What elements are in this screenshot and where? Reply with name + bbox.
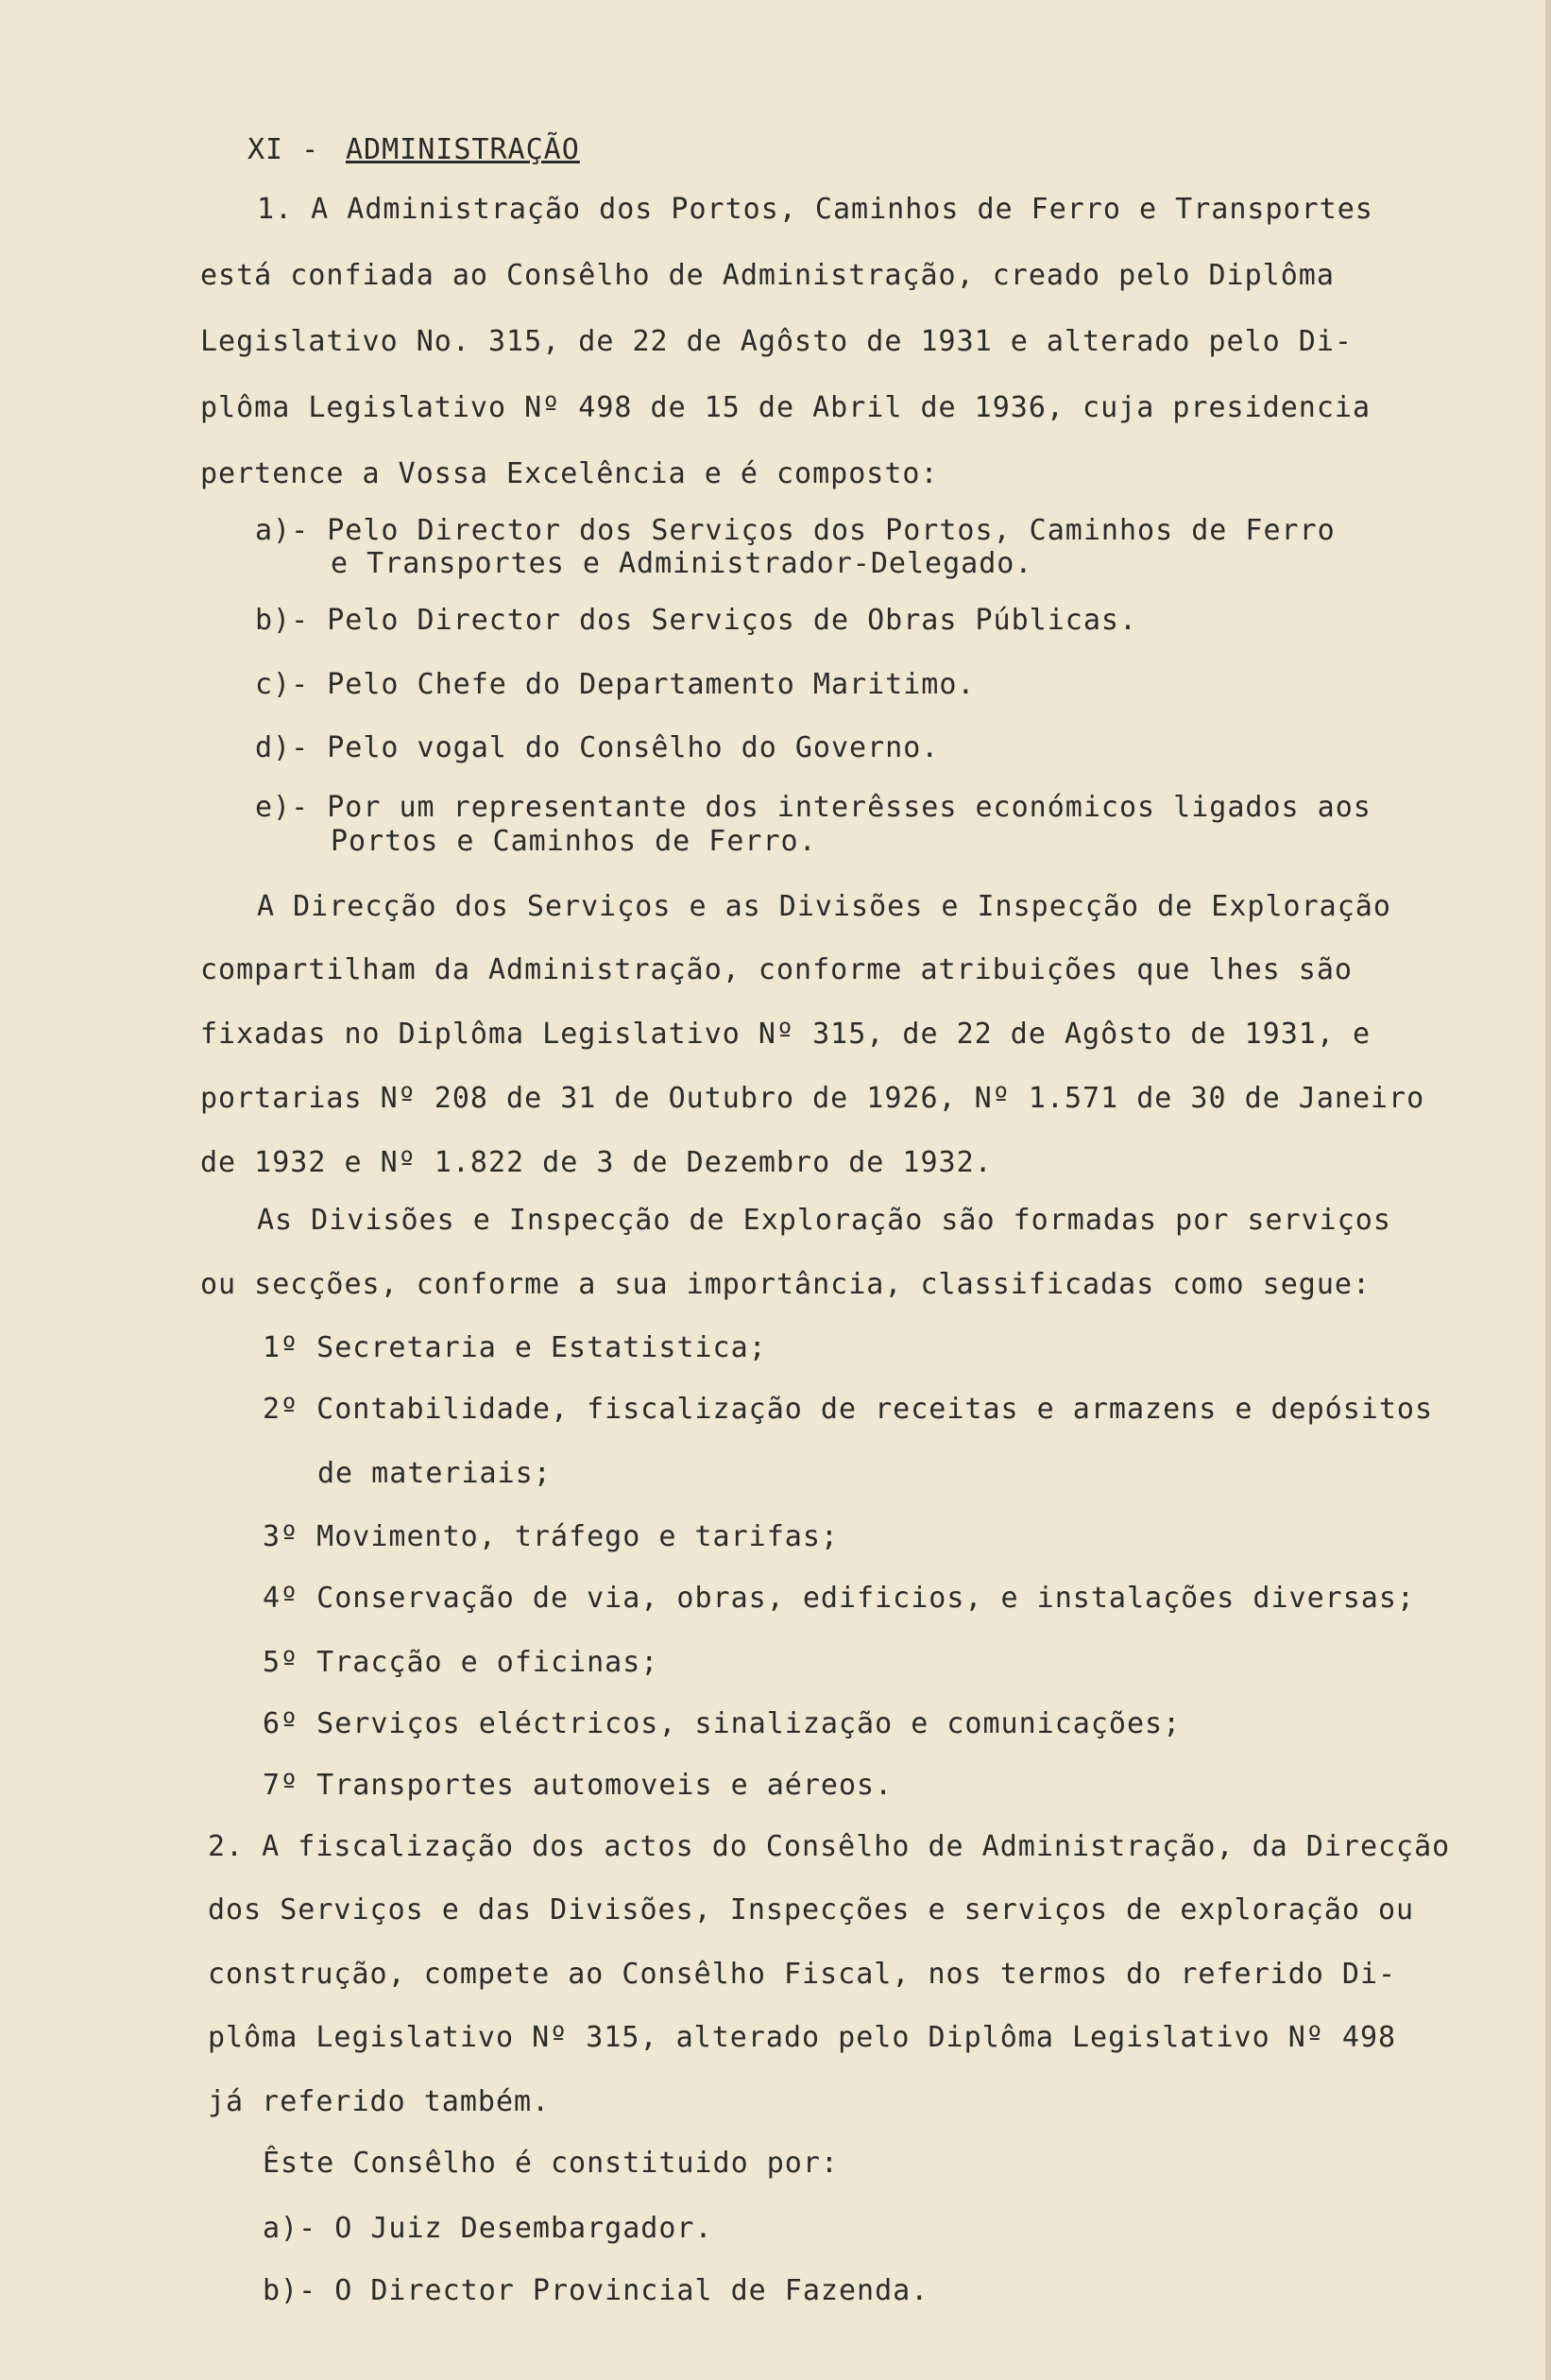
composition-item-d: d)- Pelo vogal do Consêlho do Governo.: [255, 731, 940, 764]
service-item: 7º Transportes automoveis e aéreos.: [263, 1769, 894, 1802]
paragraph-direccao-line: compartilham da Administração, conforme atribuições que lhes são: [200, 953, 1353, 986]
paragraph-direccao-line: A Direcção dos Serviços e as Divisões e Inspecção de Exploração: [257, 890, 1391, 923]
composition-item-e-cont: Portos e Caminhos de Ferro.: [331, 825, 817, 858]
service-item: 2º Contabilidade, fiscalização de receitas e armazens e depósitos: [263, 1393, 1433, 1426]
paragraph-2-line: dos Serviços e das Divisões, Inspecções e serviços de exploração ou: [208, 1893, 1415, 1926]
composition-item-b: b)- Pelo Director dos Serviços de Obras Públicas.: [255, 604, 1138, 637]
service-item: 3º Movimento, tráfego e tarifas;: [263, 1520, 839, 1553]
fiscal-council-item-a: a)- O Juiz Desembargador.: [263, 2212, 713, 2245]
paragraph-2-line: 2. A fiscalização dos actos do Consêlho de Administração, da Direcção: [208, 1830, 1451, 1863]
service-item: 6º Serviços eléctricos, sinalização e comunicações;: [263, 1707, 1182, 1740]
paragraph-direccao-line: portarias Nº 208 de 31 de Outubro de 1926, Nº 1.571 de 30 de Janeiro: [200, 1082, 1425, 1115]
paragraph-1-line: pertence a Vossa Excelência e é composto:: [200, 457, 939, 490]
service-item: 4º Conservação de via, obras, edificios, e instalações diversas;: [263, 1582, 1415, 1615]
paragraph-divisoes-line: As Divisões e Inspecção de Exploração são formadas por serviços: [257, 1204, 1391, 1237]
paragraph-direccao-line: de 1932 e Nº 1.822 de 3 de Dezembro de 1932.: [200, 1146, 993, 1179]
paragraph-1-line: 1. A Administração dos Portos, Caminhos de Ferro e Transportes: [257, 193, 1373, 226]
composition-item-a-cont: e Transportes e Administrador-Delegado.: [331, 547, 1033, 580]
paragraph-2-line: já referido também.: [208, 2085, 551, 2118]
paragraph-direccao-line: fixadas no Diplôma Legislativo Nº 315, de 22 de Agôsto de 1931, e: [200, 1018, 1371, 1051]
paragraph-1-line: Legislativo No. 315, de 22 de Agôsto de 1931 e alterado pelo Di-: [200, 325, 1353, 358]
composition-item-a: a)- Pelo Director dos Serviços dos Portos, Caminhos de Ferro: [255, 514, 1336, 547]
service-item-cont: de materiais;: [317, 1457, 552, 1490]
composition-item-c: c)- Pelo Chefe do Departamento Maritimo.: [255, 668, 976, 701]
section-number: XI -: [247, 133, 320, 166]
fiscal-council-item-b: b)- O Director Provincial de Fazenda.: [263, 2274, 929, 2307]
service-item: 1º Secretaria e Estatistica;: [263, 1331, 767, 1364]
paragraph-1-line: plôma Legislativo Nº 498 de 15 de Abril de 1936, cuja presidencia: [200, 391, 1371, 424]
paragraph-2-line: construção, compete ao Consêlho Fiscal, nos termos do referido Di-: [208, 1958, 1397, 1991]
fiscal-council-intro: Êste Consêlho é constituido por:: [263, 2147, 839, 2180]
paragraph-2-line: plôma Legislativo Nº 315, alterado pelo Diplôma Legislativo Nº 498: [208, 2021, 1397, 2054]
service-item: 5º Tracção e oficinas;: [263, 1646, 659, 1679]
paragraph-divisoes-line: ou secções, conforme a sua importância, classificadas como segue:: [200, 1268, 1371, 1301]
paragraph-1-line: está confiada ao Consêlho de Administração, creado pelo Diplôma: [200, 259, 1335, 292]
section-title: ADMINISTRAÇÃO: [346, 133, 580, 166]
composition-item-e: e)- Por um representante dos interêsses económicos ligados aos: [255, 791, 1372, 824]
